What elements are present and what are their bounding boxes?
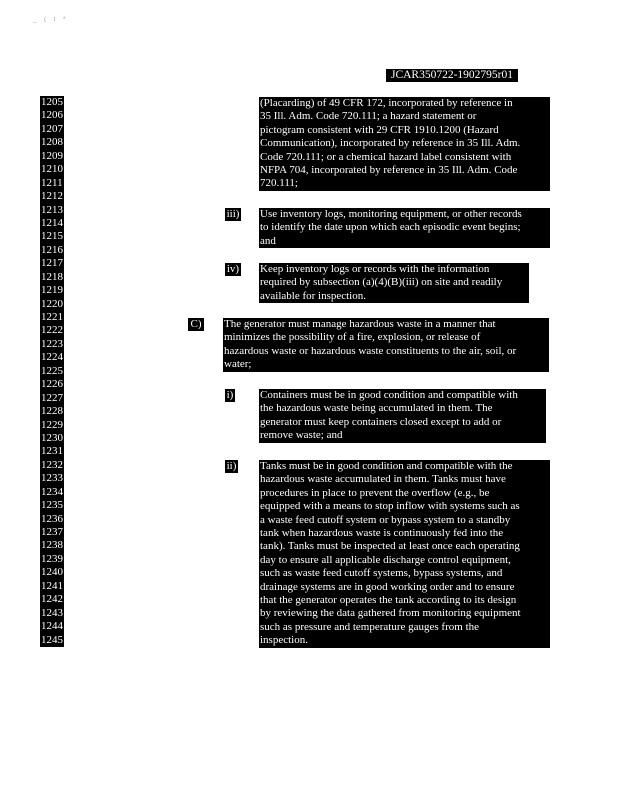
line-number: 1216 (41, 243, 63, 256)
text-line: required by subsection (a)(4)(B)(iii) on site and readily (260, 276, 503, 289)
text-line: 35 Ill. Adm. Code 720.111; a hazard statement or (260, 110, 477, 123)
text-line: a waste feed cutoff system or bypass system to a standby (260, 513, 511, 526)
line-number: 1213 (41, 203, 63, 216)
text-line: tank). Tanks must be inspected at least once each operating (260, 540, 520, 553)
text-line: minimizes the possibility of a fire, explosion, or release of (224, 331, 481, 344)
line-number: 1225 (41, 364, 63, 377)
text-line: generator must keep containers closed except to add or (260, 415, 502, 428)
line-number: 1242 (41, 593, 63, 606)
line-number: 1208 (41, 136, 63, 149)
line-number: 1205 (41, 96, 63, 108)
paragraph-ii (259, 460, 550, 648)
line-number: 1219 (41, 284, 63, 297)
text-line: water; (224, 358, 252, 371)
subsection-marker-iii: iii) (226, 208, 240, 220)
line-number: 1237 (41, 526, 63, 538)
text-line: day to ensure all applicable discharge control equipment, (260, 553, 511, 566)
text-line: Containers must be in good condition and compatible with (260, 389, 518, 401)
subsection-marker-ii: ii) (226, 460, 237, 472)
line-number: 1238 (41, 539, 63, 552)
line-number: 1221 (41, 311, 63, 323)
line-number: 1224 (41, 351, 63, 364)
paragraph-c (223, 318, 549, 372)
line-number: 1230 (41, 431, 63, 444)
text-line: drainage systems are in good working order and to ensure (260, 580, 515, 593)
line-number: 1234 (41, 485, 63, 498)
text-line: to identify the date upon which each episodic event begins; (260, 221, 521, 234)
text-line: NFPA 704, incorporated by reference in 35 Ill. Adm. Code (260, 164, 518, 177)
line-number: 1223 (41, 337, 63, 350)
line-number: 1207 (41, 122, 63, 135)
line-number: 1220 (41, 297, 63, 310)
line-number: 1218 (41, 270, 63, 283)
text-line: Use inventory logs, monitoring equipment, or other records (260, 208, 522, 220)
text-line: 720.111; (260, 177, 298, 190)
text-line: Code 720.111; or a chemical hazard label consistent with (260, 150, 512, 163)
text-line: remove waste; and (260, 429, 343, 442)
line-number: 1236 (41, 512, 63, 525)
line-number: 1240 (41, 566, 63, 579)
paragraph-placarding (259, 97, 550, 191)
subsection-marker-i: i) (226, 389, 234, 401)
line-number: 1217 (41, 257, 63, 270)
text-line: pictogram consistent with 29 CFR 1910.1200 (Hazard (260, 123, 499, 136)
text-line: such as waste feed cutoff systems, bypass systems, and (260, 567, 503, 580)
text-line: equipped with a means to stop inflow with systems such as (260, 500, 520, 513)
line-number: 1226 (41, 378, 63, 391)
line-number: 1229 (41, 418, 63, 431)
text-line: such as pressure and temperature gauges from the (260, 620, 480, 633)
line-number: 1209 (41, 149, 63, 162)
line-number: 1243 (41, 606, 63, 619)
paragraph-iv (259, 263, 529, 303)
text-line: tank when hazardous waste is continuously fed into the (260, 527, 504, 540)
text-line: inspection. (260, 634, 308, 647)
scan-smudge: _ ( t * (33, 17, 69, 23)
line-number: 1210 (41, 163, 63, 176)
text-line: Communication), incorporated by reference in 35 Ill. Adm. (260, 137, 521, 150)
line-number: 1211 (41, 176, 63, 189)
line-number: 1212 (41, 190, 63, 203)
text-line: the hazardous waste being accumulated in them. The (260, 402, 493, 415)
text-line: available for inspection. (260, 289, 366, 302)
line-number: 1231 (41, 445, 63, 458)
text-line: procedures in place to prevent the overflow (e.g., be (260, 486, 490, 499)
line-number: 1244 (41, 620, 63, 633)
document-id: JCAR350722-1902795r01 (386, 69, 518, 82)
line-number-column (40, 96, 64, 647)
line-number: 1215 (41, 230, 63, 243)
line-number: 1232 (41, 458, 63, 471)
text-line: Tanks must be in good condition and compatible with the (260, 460, 513, 472)
text-line: hazardous waste accumulated in them. Tanks must have (260, 473, 506, 486)
paragraph-i (259, 389, 546, 443)
line-number: 1214 (41, 216, 63, 229)
line-number: 1228 (41, 405, 63, 418)
line-number: 1241 (41, 579, 63, 592)
paragraph-iii (259, 208, 550, 248)
line-number: 1233 (41, 472, 63, 485)
line-number: 1222 (41, 324, 63, 337)
text-line: that the generator operates the tank according to its design (260, 594, 517, 607)
line-number: 1206 (41, 109, 63, 122)
text-line: and (260, 234, 276, 247)
line-number: 1245 (41, 633, 63, 646)
text-line: hazardous waste or hazardous waste constituents to the air, soil, or (224, 344, 517, 357)
line-number: 1239 (41, 552, 63, 565)
line-number: 1235 (41, 499, 63, 512)
subsection-marker-c: C) (188, 318, 204, 331)
text-line: by reviewing the data gathered from monitoring equipment (260, 607, 521, 620)
text-line: (Placarding) of 49 CFR 172, incorporated by reference in (260, 97, 513, 109)
text-line: The generator must manage hazardous waste in a manner that (224, 318, 496, 330)
text-line: Keep inventory logs or records with the information (260, 263, 490, 275)
line-number: 1227 (41, 391, 63, 404)
subsection-marker-iv: iv) (226, 263, 240, 275)
